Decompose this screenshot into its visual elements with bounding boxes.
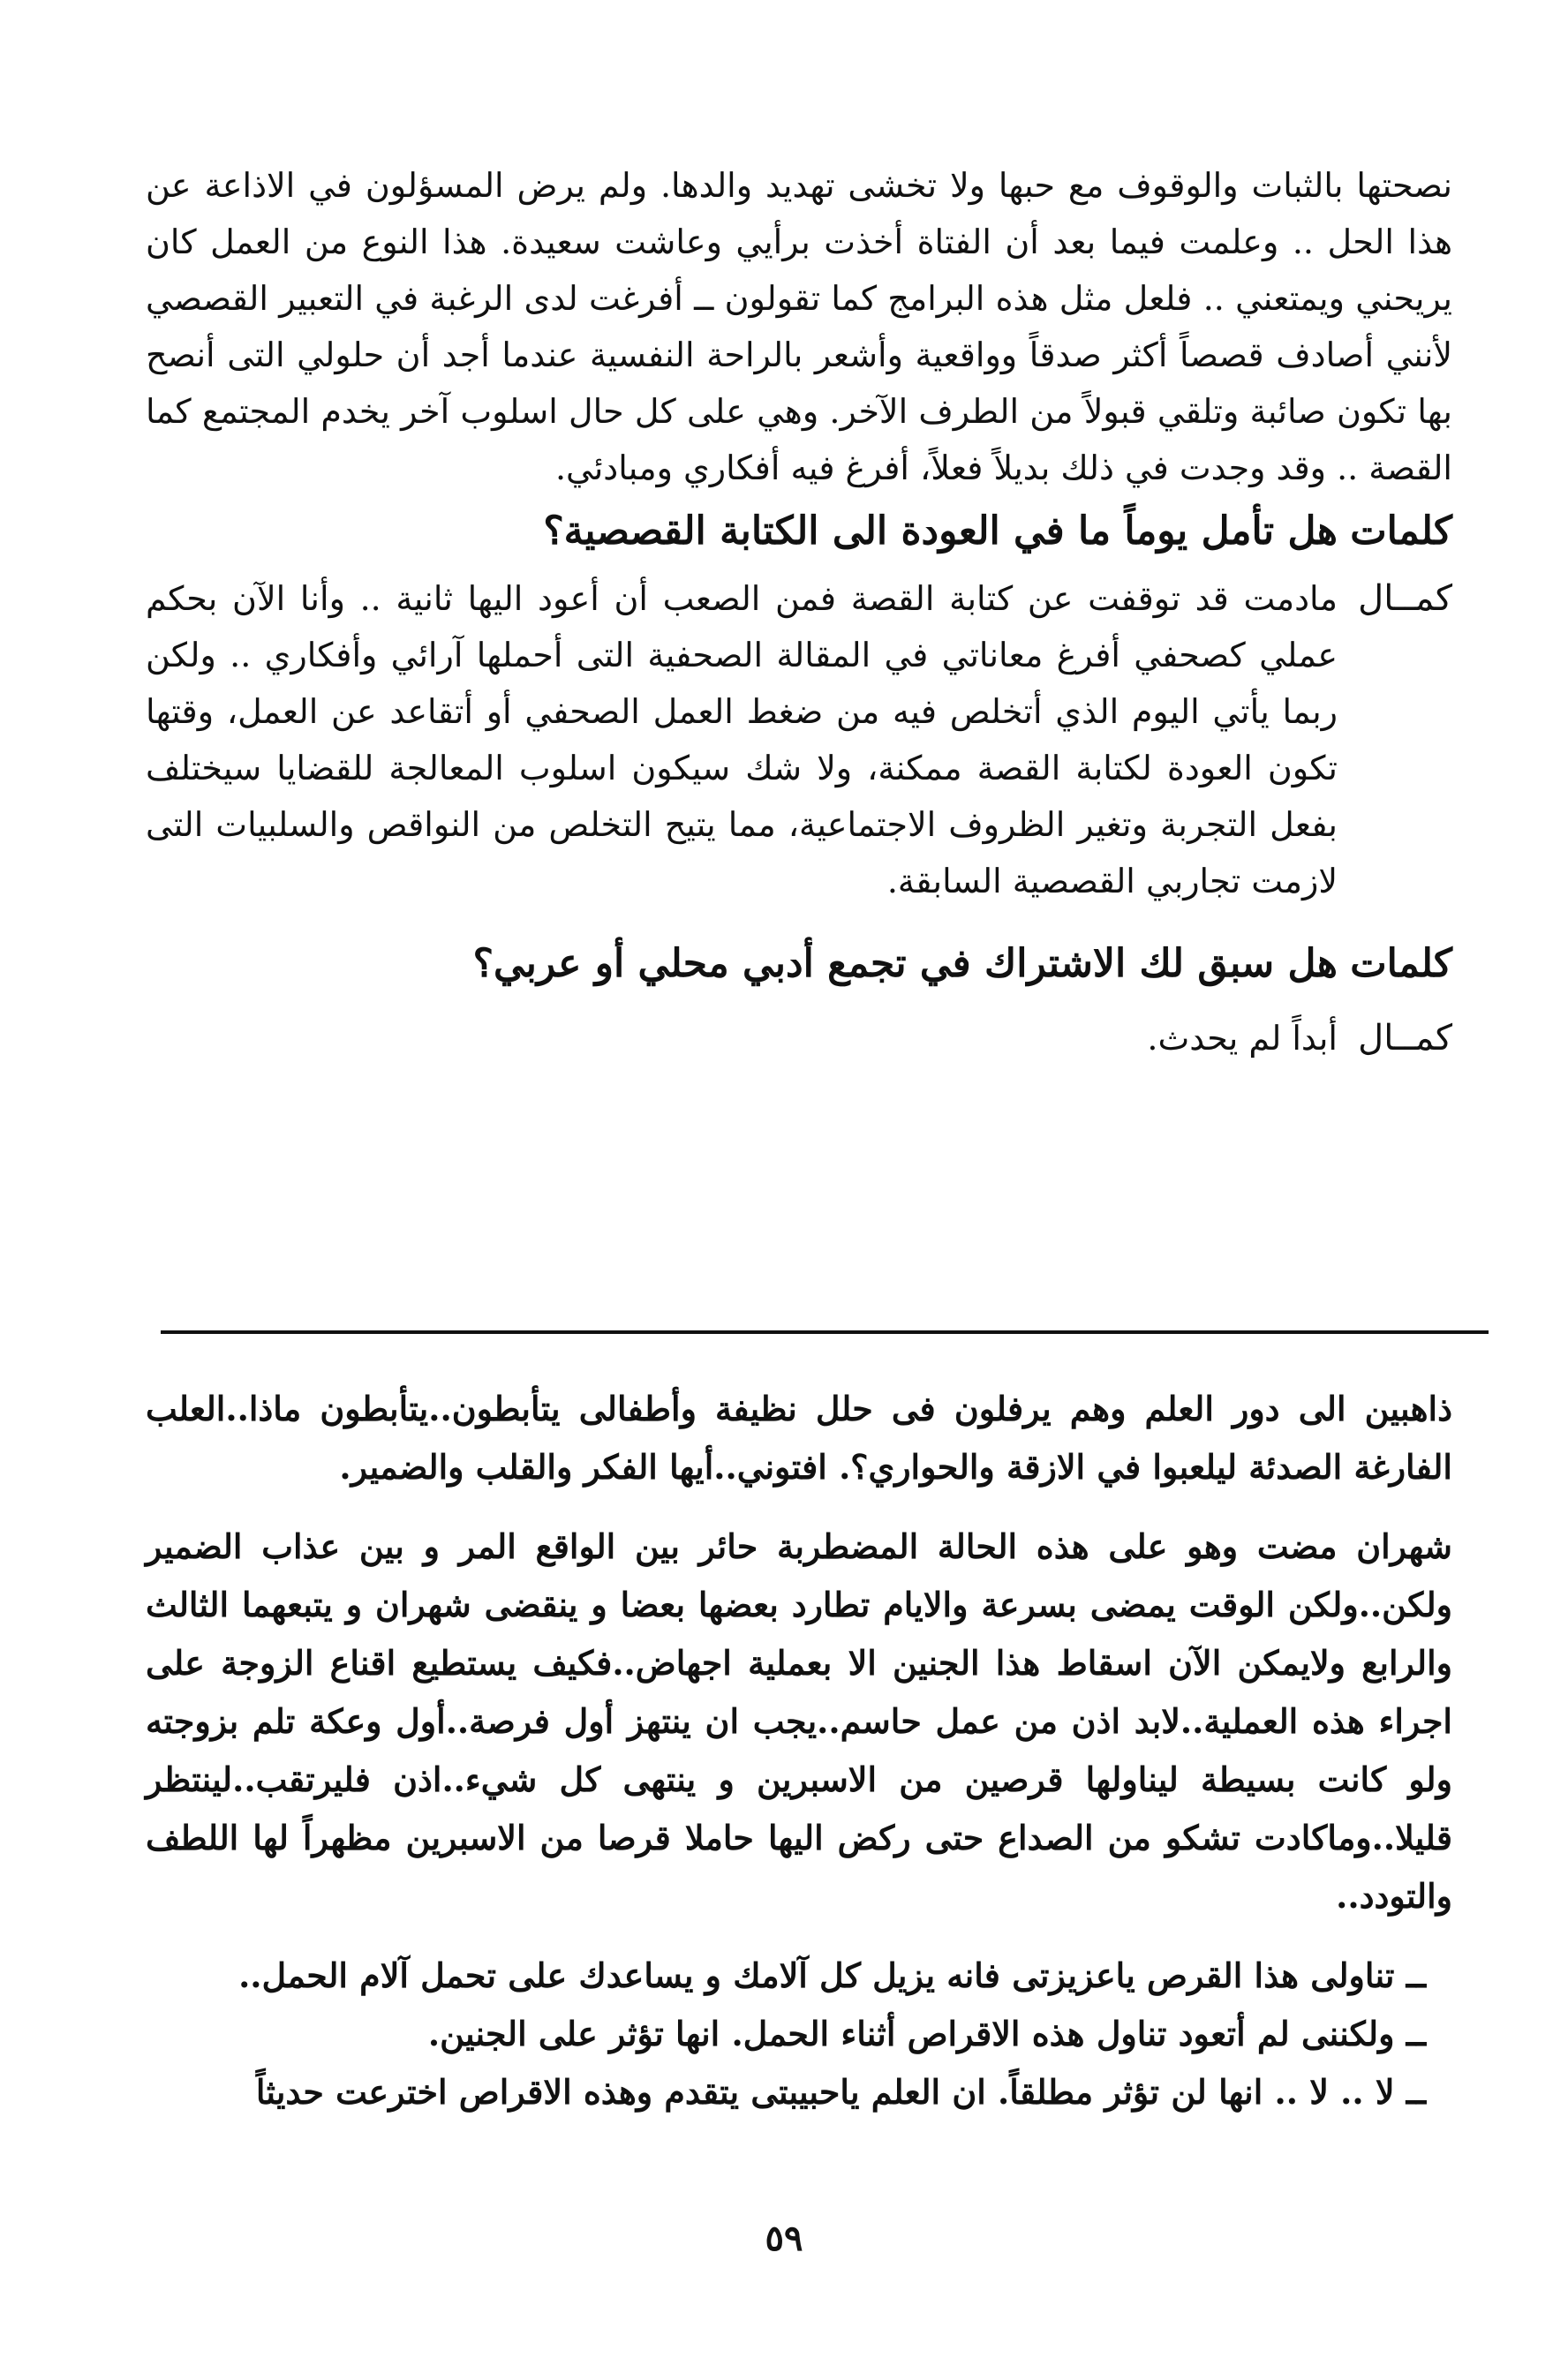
question-row-1 <box>146 503 1452 560</box>
intro-paragraph: نصحتها بالثبات والوقوف مع حبها ولا تخشى تهديد والدها. ولم يرض المسؤلون في الاذاعة عن هذا الحل .. وعلمت فيما بعد أن الفتاة أخذت برأيي وعاشت سعيدة. هذا النوع من العمل كان يريحني ويمتعني .. فلعل مثل هذه البرامج كما تقولون ــ أفرغت لدى الرغبة في التعبير القصصي لأنني أصادف قصصاً أكثر صدقاً وواقعية وأشعر بالراحة النفسية عندما أجد أن حلولي التى أنصح بها تكون صائبة وتلقي قبولاً من الطرف الآخر. وهي على كل حال اسلوب آخر يخدم المجتمع كما القصة .. وقد وجدت في ذلك بديلاً فعلاً، أفرغ فيه أفكاري ومبادئي. <box>146 166 1452 487</box>
answer-text: أبداً لم يحدث. <box>1147 1019 1338 1058</box>
answer-speaker: كمــال <box>1358 1018 1452 1058</box>
dialog-list <box>146 1947 1452 2121</box>
answer-speaker: كمــال <box>1358 578 1452 619</box>
answer-row-1 <box>146 570 1452 909</box>
story-section <box>146 1380 1452 2121</box>
story-paragraph-1: ذاهبين الى دور العلم وهم يرفلون فى حلل نظيفة وأطفالى يتأبطون..يتأبطون ماذا..العلب الفارغة الصدئة ليلعبوا في الازقة والحواري؟. افتوني..أيها الفكر والقلب والضمير. <box>146 1389 1452 1487</box>
interview-section <box>146 157 1452 1066</box>
dialog-line: ــ لا .. لا .. انها لن تؤثر مطلقاً. ان العلم ياحبيبتى يتقدم وهذه الاقراص اخترعت حديثاً <box>255 2072 1426 2112</box>
dialog-line: ــ ولكننى لم أتعود تناول هذه الاقراص أثناء الحمل. انها تؤثر على الجنين. <box>427 2014 1426 2053</box>
page-number: ٥٩ <box>765 2218 803 2259</box>
story-paragraph-2: شهران مضت وهو على هذه الحالة المضطربة حائر بين الواقع المر و بين عذاب الضمير ولكن..ولكن الوقت يمضى بسرعة والايام تطارد بعضها بعضا و ينقضى شهران و يتبعهما الثالث والرابع ولايمكن الآن اسقاط هذا الجنين الا بعملية اجهاض..فكيف يستطيع اقناع الزوجة على اجراء هذه العملية..لابد اذن من عمل حاسم..يجب ان ينتهز أول فرصة..أول وعكة تلم بزوجته ولو كانت بسيطة ليناولها قرصين من الاسبرين و ينتهى كل شيء..اذن فليرتقب..لينتظر قليلا..وماكادت تشكو من الصداع حتى ركض اليها حاملا قرصا من الاسبرين مظهراً لها اللطف والتودد.. <box>146 1526 1452 1916</box>
question-speaker: كلمات <box>1350 941 1452 986</box>
question-speaker: كلمات <box>1350 508 1452 554</box>
answer-text: مادمت قد توقفت عن كتابة القصة فمن الصعب أن أعود اليها ثانية .. وأنا الآن بحكم عملي كصحفي أفرغ معاناتي في المقالة الصحفية التى أحملها آرائي وأفكاري .. ولكن ربما يأتي اليوم الذي أتخلص فيه من ضغط العمل الصحفي أو أتقاعد عن العمل، وقتها تكون العودة لكتابة القصة ممكنة، ولا شك سيكون اسلوب المعالجة للقضايا سيختلف بفعل التجربة وتغير الظروف الاجتماعية، مما يتيح التخلص من النواقص والسلبيات التى لازمت تجاربي القصصية السابقة. <box>146 579 1338 900</box>
answer-row-2 <box>146 1010 1452 1066</box>
question-row-2 <box>146 936 1452 992</box>
section-divider <box>161 1330 1489 1334</box>
question-text: هل سبق لك الاشتراك في تجمع أدبي محلي أو عربي؟ <box>472 941 1338 986</box>
dialog-line: ــ تناولى هذا القرص ياعزيزتى فانه يزيل كل آلامك و يساعدك على تحمل آلام الحمل.. <box>238 1955 1426 1995</box>
question-text: هل تأمل يوماً ما في العودة الى الكتابة القصصية؟ <box>543 508 1338 554</box>
